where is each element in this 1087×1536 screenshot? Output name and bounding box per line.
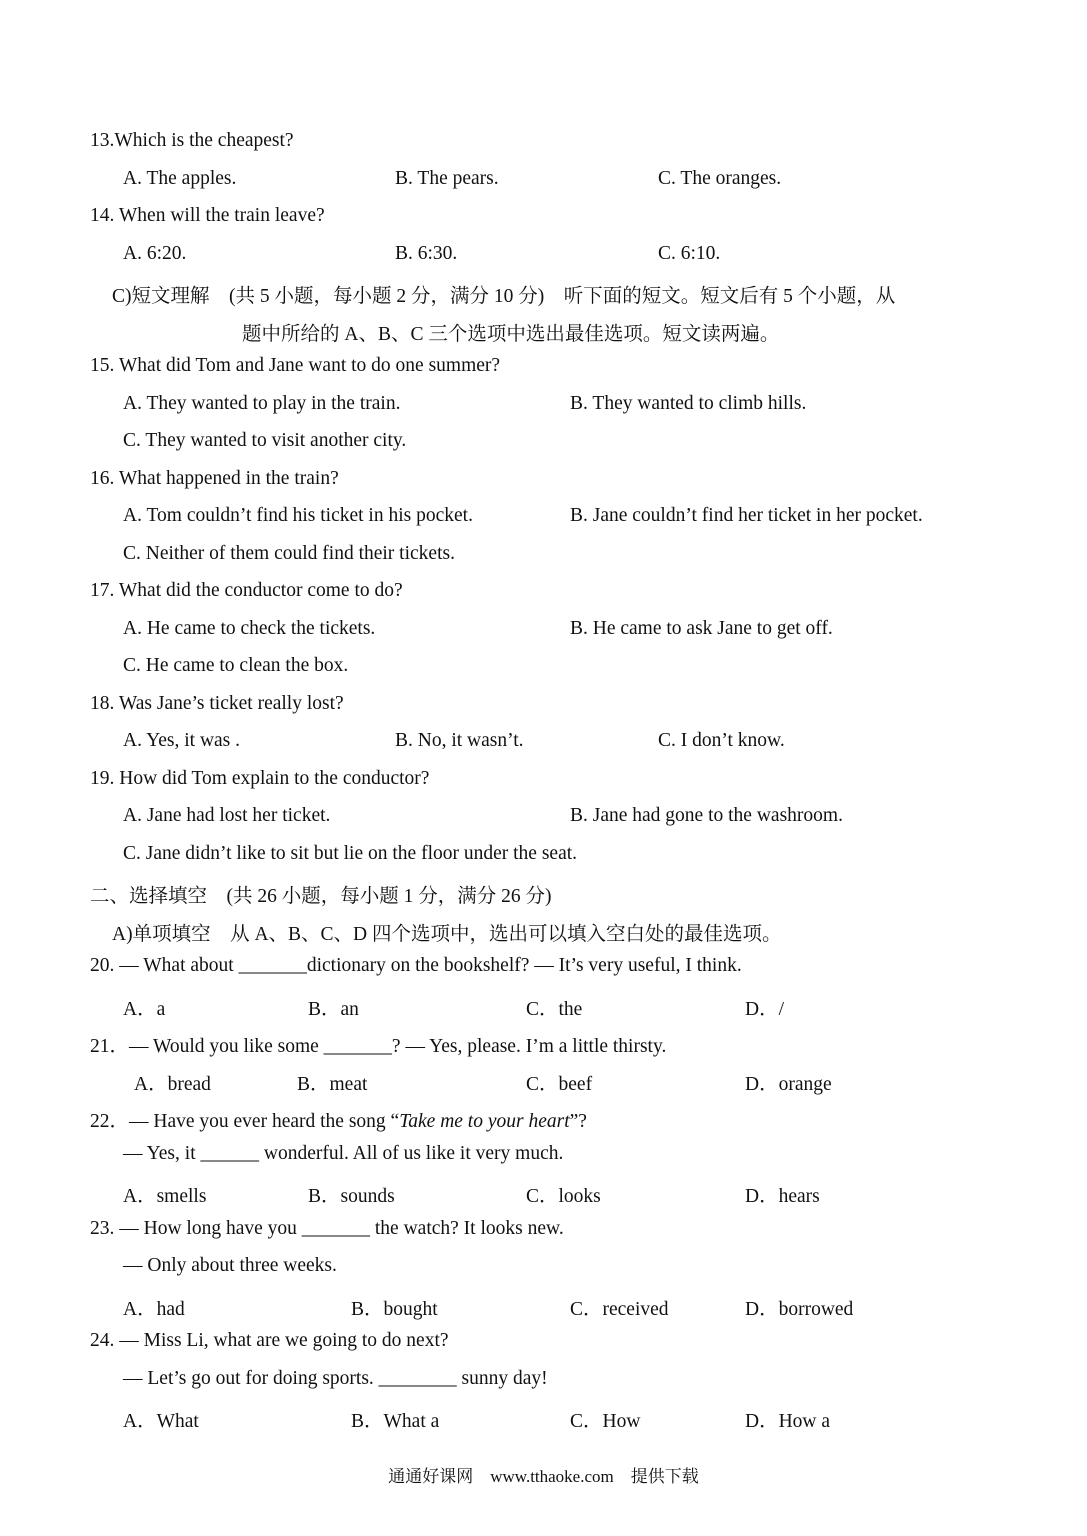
question-22-option-a: A．smells: [123, 1186, 207, 1207]
question-16-option-c: C. Neither of them could find their tickets.: [123, 543, 455, 564]
question-24-stem: 24. — Miss Li, what are we going to do next?: [90, 1330, 449, 1351]
question-14-option-c: C. 6:10.: [658, 243, 721, 264]
question-19-option-c: C. Jane didn’t like to sit but lie on the floor under the seat.: [123, 843, 578, 864]
question-15-stem: 15. What did Tom and Jane want to do one summer?: [90, 355, 501, 376]
question-23-response-line: — Only about three weeks.: [123, 1255, 337, 1276]
question-19-option-a: A. Jane had lost her ticket.: [123, 805, 331, 826]
question-18-option-b: B. No, it wasn’t.: [395, 730, 524, 751]
question-24-option-c: C．How: [570, 1411, 641, 1432]
question-13-option-c: C. The oranges.: [658, 168, 782, 189]
question-20-option-a: A．a: [123, 999, 166, 1020]
question-18-stem: 18. Was Jane’s ticket really lost?: [90, 693, 344, 714]
question-13-stem: 13.Which is the cheapest?: [90, 130, 294, 151]
question-24-option-a: A．What: [123, 1411, 199, 1432]
question-14-stem: 14. When will the train leave?: [90, 205, 325, 226]
question-22-response-line: — Yes, it ______ wonderful. All of us like it very much.: [123, 1143, 564, 1164]
part-2-title: 二、选择填空 (共 26 小题，每小题 1 分，满分 26 分): [90, 886, 552, 907]
song-title: Take me to your heart: [399, 1111, 570, 1132]
question-21-option-d: D．orange: [745, 1074, 832, 1095]
question-14-option-a: A. 6:20.: [123, 243, 187, 264]
question-22-stem: [90, 1105, 587, 1133]
question-20-stem: 20. — What about _______dictionary on the bookshelf? — It’s very useful, I think.: [90, 955, 742, 976]
question-23-option-c: C．received: [570, 1299, 669, 1320]
question-16-stem: 16. What happened in the train?: [90, 468, 339, 489]
question-21-option-a: A．bread: [134, 1074, 211, 1095]
question-15-option-c: C. They wanted to visit another city.: [123, 430, 407, 451]
question-19-option-b: B. Jane had gone to the washroom.: [570, 805, 843, 826]
question-23-stem: 23. — How long have you _______ the watch? It looks new.: [90, 1218, 564, 1239]
question-24-option-b: B．What a: [351, 1411, 440, 1432]
question-17-option-b: B. He came to ask Jane to get off.: [570, 618, 833, 639]
question-18-option-a: A. Yes, it was .: [123, 730, 241, 751]
question-21-option-c: C．beef: [526, 1074, 593, 1095]
question-17-option-a: A. He came to check the tickets.: [123, 618, 376, 639]
question-17-option-c: C. He came to clean the box.: [123, 655, 349, 676]
question-16-option-a: A. Tom couldn’t find his ticket in his pocket.: [123, 505, 473, 526]
question-13-option-a: A. The apples.: [123, 168, 237, 189]
question-20-option-d: D．/: [745, 999, 785, 1020]
question-21-stem: 21．— Would you like some _______? — Yes, please. I’m a little thirsty.: [90, 1036, 667, 1057]
question-15-option-b: B. They wanted to climb hills.: [570, 393, 807, 414]
question-23-option-b: B．bought: [351, 1299, 438, 1320]
question-24-response-line: — Let’s go out for doing sports. ________ sunny day!: [123, 1368, 548, 1389]
question-20-option-c: C．the: [526, 999, 583, 1020]
part-2-subsection-a-instructions: A)单项填空 从 A、B、C、D 四个选项中，选出可以填入空白处的最佳选项。: [112, 924, 782, 945]
question-17-stem: 17. What did the conductor come to do?: [90, 580, 403, 601]
page-footer-source: 通通好课网 www.tthaoke.com 提供下载: [388, 1467, 699, 1486]
question-15-option-a: A. They wanted to play in the train.: [123, 393, 401, 414]
question-14-option-b: B. 6:30.: [395, 243, 458, 264]
question-24-option-d: D．How a: [745, 1411, 831, 1432]
question-20-option-b: B．an: [308, 999, 359, 1020]
question-19-stem: 19. How did Tom explain to the conductor?: [90, 768, 430, 789]
section-c-instructions-line1: C)短文理解 (共 5 小题，每小题 2 分，满分 10 分) 听下面的短文。短文后有 5 个小题，从: [112, 286, 896, 307]
question-18-option-c: C. I don’t know.: [658, 730, 785, 751]
question-22-option-b: B．sounds: [308, 1186, 395, 1207]
question-21-option-b: B．meat: [297, 1074, 368, 1095]
question-23-option-d: D．borrowed: [745, 1299, 854, 1320]
question-13-option-b: B. The pears.: [395, 168, 499, 189]
question-22-stem-suffix: ”?: [569, 1111, 587, 1132]
question-16-option-b: B. Jane couldn’t find her ticket in her pocket.: [570, 505, 923, 526]
question-22-option-d: D．hears: [745, 1186, 820, 1207]
question-22-option-c: C．looks: [526, 1186, 601, 1207]
question-22-stem-prefix: 22．— Have you ever heard the song “: [90, 1111, 400, 1132]
section-c-instructions-line2: 题中所给的 A、B、C 三个选项中选出最佳选项。短文读两遍。: [242, 324, 780, 345]
question-23-option-a: A．had: [123, 1299, 185, 1320]
